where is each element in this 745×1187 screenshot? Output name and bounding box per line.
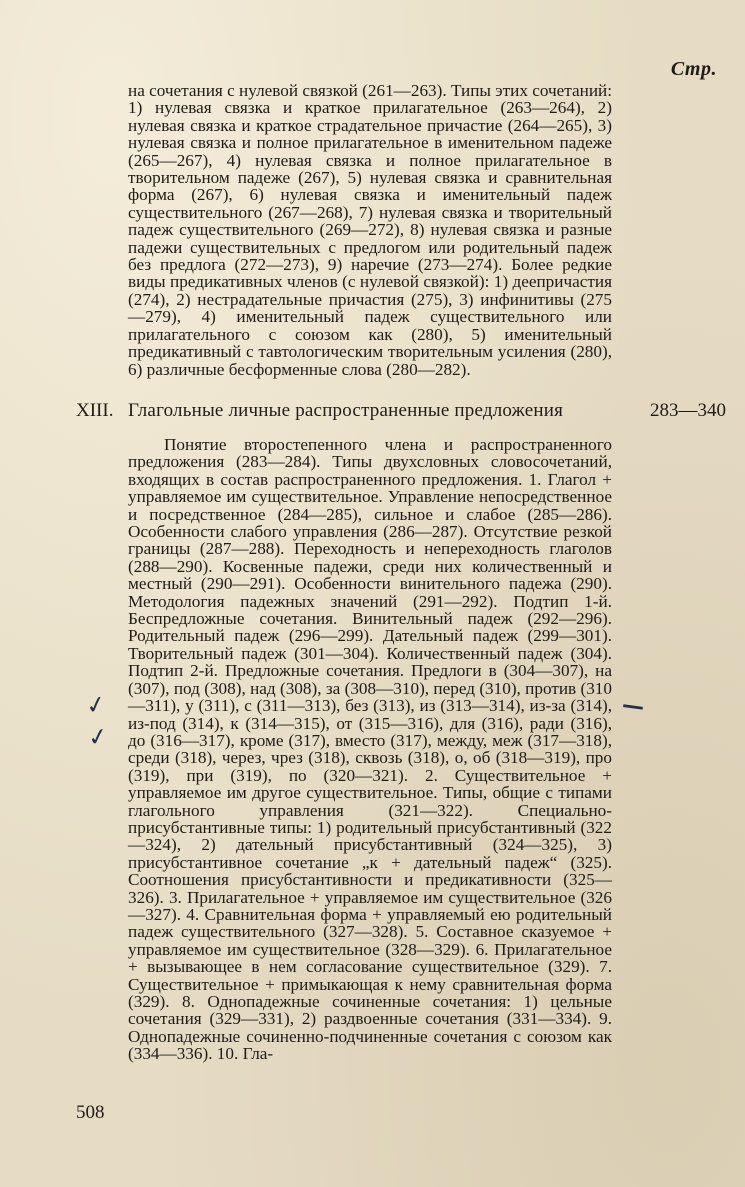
chapter-page-range: 283—340 bbox=[650, 400, 726, 421]
page-number: 508 bbox=[76, 1102, 105, 1123]
contents-text-block-1 bbox=[128, 82, 612, 378]
contents-paragraph-2: Понятие второстепенного члена и распространенного предложения (283—284). Типы двухсловных словосочетаний, входящих в состав распространенного предложения. 1. Глагол + управляемое им существительное. Управление непосредственное и посредственное (284—285), сильное и слабое (285—286). Особенности слабого управления (286—287). Отсутствие резкой границы (287—288). Переходность и непереходность глаголов (288—290). Косвенные падежи, среди них количественный и местный (290—291). Особенности винительного падежа (290). Методология падежных значений (291—292). Подтип 1-й. Беспредложные сочетания. Винительный падеж (292—296). Родительный падеж (296—299). Дательный падеж (299—301). Творительный падеж (301—304). Количественный падеж (304). Подтип 2-й. Предложные сочетания. Предлоги в (304—307), на (307), под (308), над (308), за (308—310), перед (310), против (310—311), у (311), с (311—313), без (313), из (313—314), из-за (314), из-под (314), к (314—315), от (315—316), для (316), ради (316), до (316—317), кроме (317), вместо (317), между, меж (317—318), среди (318), через, чрез (318), сквозь (318), о, об (318—319), про (319), при (319), по (320—321). 2. Существительное + управляемое им другое существительное. Типы, общие с типами глагольного управления (321—322). Специально-присубстантивные типы: 1) родительный присубстантивный (322—324), 2) дательный присубстантивный (324—325), 3) присубстантивное сочетание „к + дательный падеж“ (325). Соотношения присубстантивности и предикативности (325—326). 3. Прилагательное + управляемое им существительное (326—327). 4. Сравнительная форма + управляемый ею родительный падеж существительного (327—328). 5. Составное сказуемое + управляемое им существительное (328—329). 6. Прилагательное + вызывающее в нем согласование существительное (329). 7. Существительное + примыкающая к нему сравнительная форма (329). 8. Однопадежные сочиненные сочетания: 1) цельные сочетания (329—331), 2) раздвоенные сочетания (331—334). 9. Однопадежные сочиненно-подчиненные сочетания с союзом как (334—336). 10. Гла- bbox=[128, 435, 612, 1064]
pencil-check-icon: ✓ bbox=[85, 721, 111, 753]
chapter-number: XIII. bbox=[76, 400, 114, 421]
contents-text-block-2 bbox=[128, 436, 612, 1063]
header-page-label: Стр. bbox=[670, 58, 717, 80]
pencil-check-icon: ✓ bbox=[83, 689, 109, 721]
contents-paragraph-1: на сочетания с нулевой связкой (261—263). Типы этих сочетаний: 1) нулевая связка и краткое прилагательное (263—264), 2) нулевая связка и краткое страдательное причастие (264—265), 3) нулевая связка и полное прилагательное в именительном падеже (265—267), 4) нулевая связка и полное прилагательное в творительном падеже (267), 5) нулевая связка и сравнительная форма (267), 6) нулевая связка и именительный падеж существительного (267—268), 7) нулевая связка и творительный падеж существительного (269—272), 8) нулевая связка и разные падежи существительных с предлогом или родительный падеж без предлога (272—273), 9) наречие (273—274). Более редкие виды предикативных членов (с нулевой связкой): 1) деепричастия (274), 2) нестрадательные причастия (275), 3) инфинитивы (275—279), 4) именительный падеж существительного или прилагательного с союзом как (280), 5) именительный предикативный с тавтологическим творительным усиления (280), 6) различные бесформенные слова (280—282). bbox=[128, 81, 613, 379]
chapter-heading-row bbox=[76, 400, 726, 424]
pencil-dash-icon: — bbox=[620, 692, 646, 721]
chapter-title: Глагольные личные распространенные предложения bbox=[128, 400, 564, 421]
